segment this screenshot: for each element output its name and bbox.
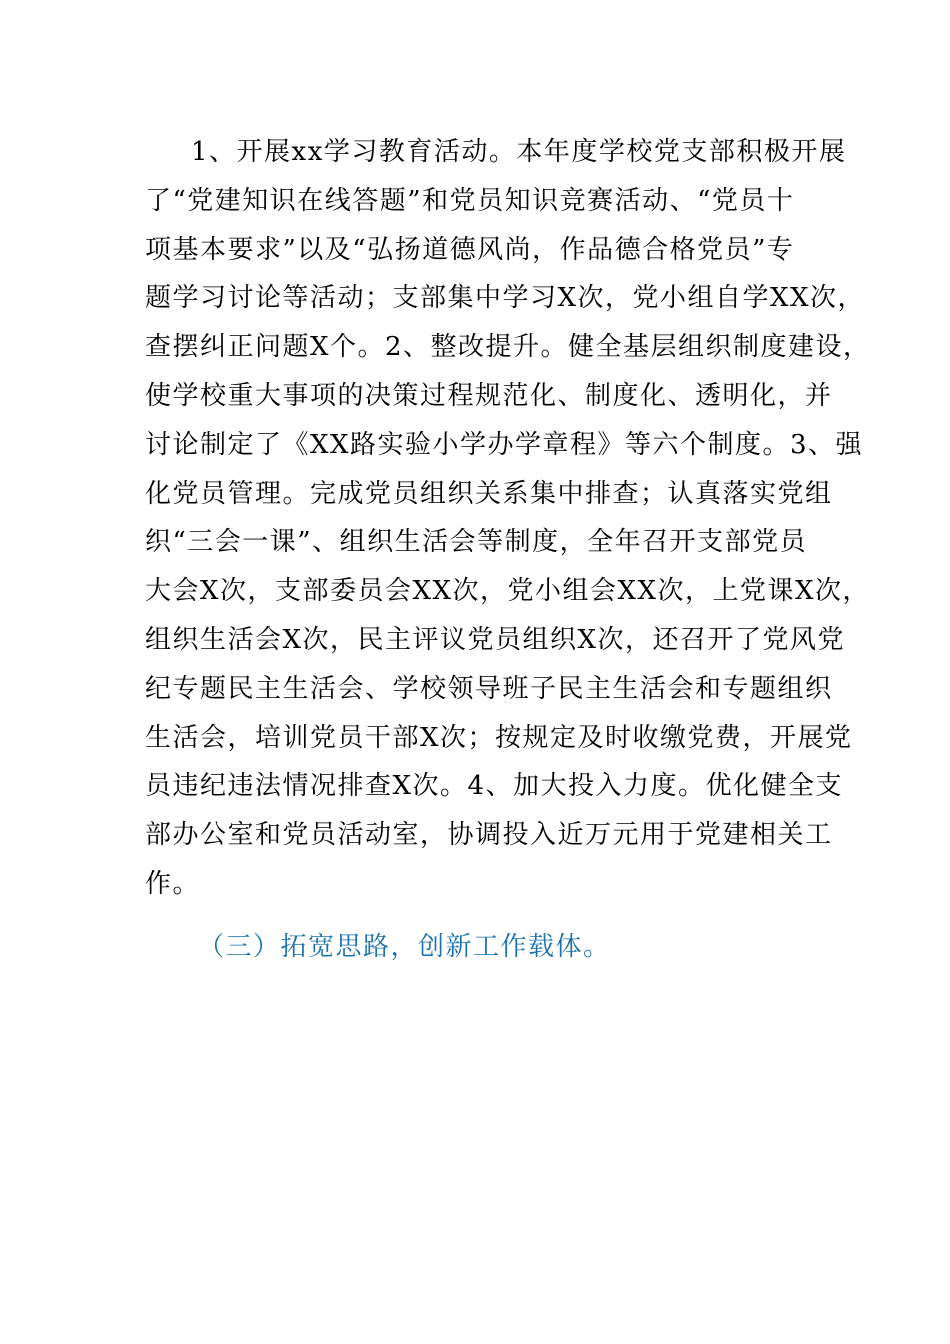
- paragraph-line: 作。: [145, 868, 201, 899]
- paragraph-line: 题学习讨论等活动；支部集中学习X次，党小组自学XX次，: [145, 283, 866, 314]
- paragraph-line: 组织生活会X次，民主评议党员组织X次，还召开了党风党: [145, 624, 846, 655]
- paragraph-line: 大会X次，支部委员会XX次，党小组会XX次，上党课X次，: [145, 576, 871, 607]
- paragraph-line: 纪专题民主生活会、学校领导班子民主生活会和专题组织: [145, 673, 833, 704]
- paragraph-line: 部办公室和党员活动室，协调投入近万元用于党建相关工: [145, 820, 833, 851]
- paragraph-line: 化党员管理。完成党员组织关系集中排查；认真落实党组: [145, 478, 833, 509]
- paragraph-line: 1、开展xx学习教育活动。本年度学校党支部积极开展: [191, 137, 847, 167]
- paragraph-line: 生活会，培训党员干部X次；按规定及时收缴党费，开展党: [145, 722, 853, 753]
- paragraph-line: 使学校重大事项的决策过程规范化、制度化、透明化，并: [145, 380, 833, 411]
- paragraph-line: 员违纪违法情况排查X次。4、加大投入力度。优化健全支: [145, 771, 844, 802]
- paragraph-line: 讨论制定了《XX路实验小学办学章程》等六个制度。3、强: [145, 429, 864, 460]
- paragraph-line: 项基本要求”以及“弘扬道德风尚，作品德合格党员”专: [145, 234, 795, 265]
- section-heading: （三）拓宽思路，创新工作载体。: [198, 932, 611, 962]
- paragraph-line: 了“党建知识在线答题”和党员知识竞赛活动、“党员十: [145, 185, 795, 216]
- paragraph-line: 织“三会一课”、组织生活会等制度，全年召开支部党员: [145, 527, 808, 558]
- body-paragraph: [145, 128, 871, 909]
- paragraph-line: 查摆纠正问题X个。2、整改提升。健全基层组织制度建设，: [145, 332, 871, 363]
